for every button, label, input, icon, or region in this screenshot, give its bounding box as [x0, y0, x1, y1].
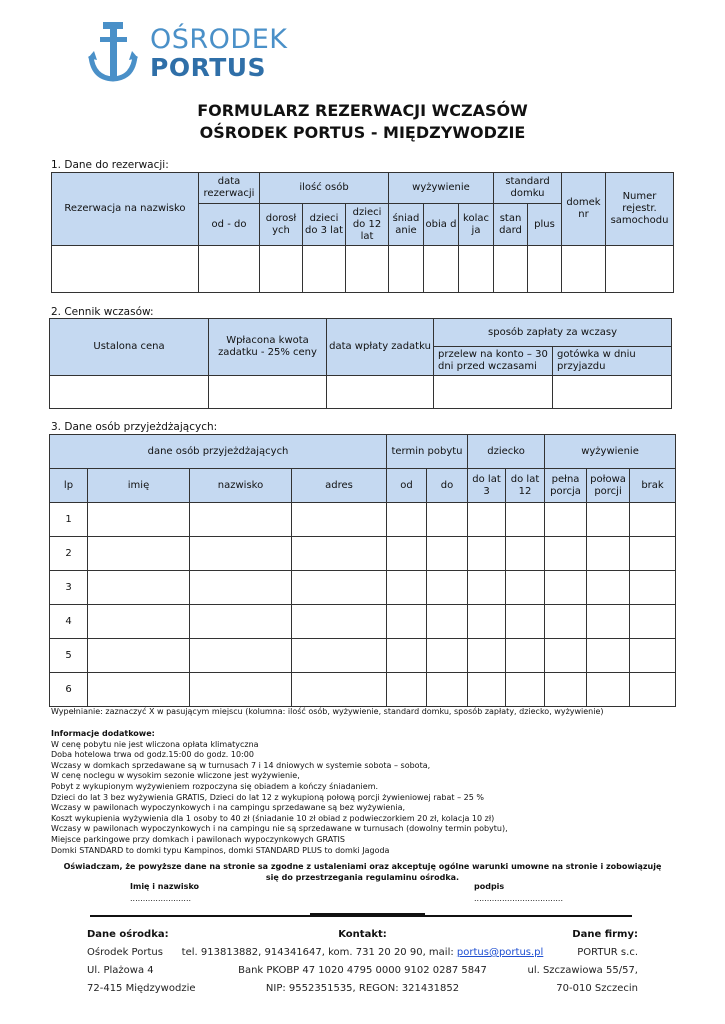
info-line: Wczasy w domkach sprzedawane są w turnusach 7 i 14 dniowych w systemie sobota – sobota, — [51, 760, 431, 770]
input-cell[interactable] — [88, 503, 190, 537]
input-cell[interactable] — [434, 376, 553, 409]
input-cell[interactable] — [327, 376, 434, 409]
header-standard-plus: plus — [528, 204, 562, 246]
header-no-meals: brak — [630, 469, 676, 503]
header-lp: lp — [50, 469, 88, 503]
input-cell[interactable] — [190, 571, 292, 605]
row-number: 3 — [50, 571, 88, 605]
input-cell[interactable] — [190, 503, 292, 537]
table-row — [50, 605, 676, 639]
declaration: Oświadczam, że powyższe dane na stronie sa zgodne z ustaleniami oraz akceptuję ogólne warunki umowne na stronie i zobowiązuję się do przestrzegania regulaminu ośrodka. — [63, 862, 662, 882]
footer-left-line: 72-415 Międzywodzie — [87, 983, 196, 994]
input-cell[interactable] — [50, 376, 209, 409]
header-children12: dzieci do 12 lat — [346, 204, 389, 246]
header-child: dziecko — [468, 435, 545, 469]
input-cell[interactable] — [545, 571, 587, 605]
input-cell[interactable] — [303, 246, 346, 293]
anchor-icon — [88, 22, 138, 84]
input-cell[interactable] — [292, 537, 387, 571]
header-persons: ilość osób — [260, 173, 389, 204]
input-cell[interactable] — [506, 571, 545, 605]
input-cell[interactable] — [387, 537, 427, 571]
reservation-table — [51, 172, 674, 293]
header-payment-method: sposób zapłaty za wczasy — [434, 319, 672, 347]
section1-heading: 1. Dane do rezerwacji: — [51, 159, 169, 171]
input-cell[interactable] — [292, 673, 387, 707]
table-row — [50, 673, 676, 707]
input-cell[interactable] — [424, 246, 459, 293]
signature-label: podpis — [474, 882, 505, 891]
input-cell[interactable] — [292, 639, 387, 673]
row-number: 4 — [50, 605, 88, 639]
input-cell[interactable] — [88, 673, 190, 707]
input-cell[interactable] — [209, 376, 327, 409]
footer-mid-title: Kontakt: — [338, 929, 387, 940]
section2-heading: 2. Cennik wczasów: — [51, 306, 154, 318]
info-line: Koszt wykupienia wyżywienia dla 1 osoby to 40 zł (śniadanie 10 zł obiad z podwieczorkiem 20 zł, kolacja 10 zł) — [51, 813, 495, 823]
header-standard: standard domku — [494, 173, 562, 204]
info-line: Pobyt z wykupionym wyżywieniem rozpoczyna się obiadem a kończy śniadaniem. — [51, 781, 379, 791]
header-from: od — [387, 469, 427, 503]
input-cell[interactable] — [387, 503, 427, 537]
input-cell[interactable] — [562, 246, 606, 293]
footer-right-line: ul. Szczawiowa 55/57, — [527, 965, 638, 976]
input-cell[interactable] — [494, 246, 528, 293]
footer-right-line: 70-010 Szczecin — [556, 983, 638, 994]
header-deposit: Wpłacona kwota zadatku - 25% ceny — [209, 319, 327, 376]
input-cell[interactable] — [427, 639, 468, 673]
header-meals: wyżywienie — [545, 435, 676, 469]
footer-right-line: PORTUR s.c. — [577, 947, 638, 958]
input-cell[interactable] — [468, 571, 506, 605]
header-to: do — [427, 469, 468, 503]
input-cell[interactable] — [427, 605, 468, 639]
input-cell[interactable] — [587, 673, 630, 707]
input-cell[interactable] — [468, 639, 506, 673]
input-cell[interactable] — [459, 246, 494, 293]
input-cell[interactable] — [190, 537, 292, 571]
email-link[interactable]: portus@portus.pl — [456, 947, 544, 958]
row-number: 6 — [50, 673, 88, 707]
input-cell[interactable] — [468, 503, 506, 537]
input-cell[interactable] — [427, 673, 468, 707]
input-cell[interactable] — [545, 639, 587, 673]
input-cell[interactable] — [468, 605, 506, 639]
input-cell[interactable] — [630, 537, 676, 571]
header-last-name: nazwisko — [190, 469, 292, 503]
signature-field[interactable]: ................................... — [474, 894, 564, 903]
input-cell[interactable] — [88, 537, 190, 571]
name-label: Imię i nazwisko — [130, 882, 200, 891]
input-cell[interactable] — [587, 639, 630, 673]
header-address: adres — [292, 469, 387, 503]
header-half-portion: połowa porcji — [587, 469, 630, 503]
table-row — [52, 246, 674, 293]
input-cell[interactable] — [468, 537, 506, 571]
footer-ids: NIP: 9552351535, REGON: 321431852 — [265, 983, 460, 994]
header-breakfast: śniad anie — [389, 204, 424, 246]
logo-text-portus: PORTUS — [150, 53, 267, 82]
row-number: 5 — [50, 639, 88, 673]
header-standard-std: stan dard — [494, 204, 528, 246]
header-reservation-name: Rezerwacja na nazwisko — [52, 173, 199, 246]
input-cell[interactable] — [389, 246, 424, 293]
info-line: Dzieci do lat 3 bez wyżywienia GRATIS, Dzieci do lat 12 z wykupioną połową porcji żywieniowej rabat – 25 % — [51, 792, 484, 802]
guests-table — [49, 434, 676, 707]
header-under12: do lat 12 — [506, 469, 545, 503]
input-cell[interactable] — [587, 571, 630, 605]
header-children3: dzieci do 3 lat — [303, 204, 346, 246]
logo — [88, 22, 288, 84]
input-cell[interactable] — [387, 571, 427, 605]
input-cell[interactable] — [190, 639, 292, 673]
input-cell[interactable] — [545, 673, 587, 707]
header-price: Ustalona cena — [50, 319, 209, 376]
footer-bank: Bank PKOBP 47 1020 4795 0000 9102 0287 5847 — [238, 965, 487, 976]
input-cell[interactable] — [506, 605, 545, 639]
row-number: 2 — [50, 537, 88, 571]
input-cell[interactable] — [506, 673, 545, 707]
header-transfer: przelew na konto – 30 dni przed wczasami — [434, 347, 553, 376]
table-row — [50, 639, 676, 673]
input-cell[interactable] — [506, 537, 545, 571]
info-line: Wczasy w pawilonach wypoczynkowych i na campingu nie są sprzedawane w turnusach (dowolny termin pobytu), — [51, 824, 508, 834]
input-cell[interactable] — [387, 673, 427, 707]
input-cell[interactable] — [587, 537, 630, 571]
input-cell[interactable] — [52, 246, 199, 293]
input-cell[interactable] — [545, 537, 587, 571]
header-persons-data: dane osób przyjeżdżających — [50, 435, 387, 469]
table-row — [50, 376, 672, 409]
header-first-name: imię — [88, 469, 190, 503]
header-under3: do lat 3 — [468, 469, 506, 503]
input-cell[interactable] — [260, 246, 303, 293]
info-line: Domki STANDARD to domki typu Kampinos, domki STANDARD PLUS to domki Jagoda — [51, 845, 390, 855]
input-cell[interactable] — [506, 503, 545, 537]
input-cell[interactable] — [88, 571, 190, 605]
input-cell[interactable] — [190, 673, 292, 707]
input-cell[interactable] — [545, 503, 587, 537]
name-field[interactable]: ........................ — [130, 894, 192, 903]
table-row — [50, 537, 676, 571]
header-dinner: kolac ja — [459, 204, 494, 246]
input-cell[interactable] — [88, 605, 190, 639]
header-car: Numer rejestr. samochodu — [606, 173, 674, 246]
input-cell[interactable] — [387, 605, 427, 639]
input-cell[interactable] — [190, 605, 292, 639]
input-cell[interactable] — [427, 503, 468, 537]
input-cell[interactable] — [630, 673, 676, 707]
input-cell[interactable] — [587, 503, 630, 537]
header-cash: gotówka w dniu przyjazdu — [553, 347, 672, 376]
additional-info — [51, 729, 508, 856]
header-house: domek nr — [562, 173, 606, 246]
table-row — [50, 571, 676, 605]
input-cell[interactable] — [630, 639, 676, 673]
input-cell[interactable] — [292, 571, 387, 605]
price-table — [49, 318, 672, 409]
header-full-portion: pełna porcja — [545, 469, 587, 503]
input-cell[interactable] — [292, 503, 387, 537]
footer-left-line: Ul. Plażowa 4 — [87, 965, 154, 976]
input-cell[interactable] — [630, 605, 676, 639]
info-line: W cenę noclegu w wysokim sezonie wliczone jest wyżywienie, — [51, 771, 300, 781]
input-cell[interactable] — [292, 605, 387, 639]
info-line: Miejsce parkingowe przy domkach i pawilonach wypoczynkowych GRATIS — [51, 834, 345, 844]
footer-left-line: Ośrodek Portus — [87, 947, 163, 958]
footer-right-title: Dane firmy: — [572, 929, 638, 940]
table-row — [50, 503, 676, 537]
info-line: Wczasy w pawilonach wypoczynkowych i na campingu sprzedawane są bez wyżywienia, — [51, 803, 406, 813]
header-reservation-date: data rezerwacji — [199, 173, 260, 204]
input-cell[interactable] — [630, 571, 676, 605]
input-cell[interactable] — [427, 571, 468, 605]
input-cell[interactable] — [387, 639, 427, 673]
info-line: Doba hotelowa trwa od godz.15:00 do godz. 10:00 — [51, 750, 254, 760]
input-cell[interactable] — [606, 246, 674, 293]
footer-divider-accent — [310, 913, 425, 916]
input-cell[interactable] — [528, 246, 562, 293]
header-adults: dorosł ych — [260, 204, 303, 246]
input-cell[interactable] — [630, 503, 676, 537]
info-line: W cenę pobytu nie jest wliczona opłata klimatyczna — [51, 739, 259, 749]
footer-phone: tel. 913813882, 914341647, kom. 731 20 20 90, mail: — [181, 947, 457, 958]
form-subtitle: OŚRODEK PORTUS - MIĘDZYWODZIE — [199, 123, 526, 142]
header-lunch: obia d — [424, 204, 459, 246]
header-date-range: od - do — [199, 204, 260, 246]
section3-heading: 3. Dane osób przyjeżdżających: — [51, 421, 218, 433]
logo-text-osrodek: OŚRODEK — [150, 24, 288, 55]
header-deposit-date: data wpłaty zadatku — [327, 319, 434, 376]
input-cell[interactable] — [199, 246, 260, 293]
row-number: 1 — [50, 503, 88, 537]
form-title: FORMULARZ REZERWACJI WCZASÓW — [197, 101, 528, 120]
input-cell[interactable] — [553, 376, 672, 409]
info-title: Informacje dodatkowe: — [51, 729, 155, 738]
input-cell[interactable] — [427, 537, 468, 571]
input-cell[interactable] — [506, 639, 545, 673]
header-stay: termin pobytu — [387, 435, 468, 469]
footer-left-title: Dane ośrodka: — [87, 929, 169, 940]
input-cell[interactable] — [545, 605, 587, 639]
header-meals: wyżywienie — [389, 173, 494, 204]
input-cell[interactable] — [468, 673, 506, 707]
input-cell[interactable] — [88, 639, 190, 673]
input-cell[interactable] — [587, 605, 630, 639]
fill-instructions: Wypełnianie: zaznaczyć X w pasującym miejscu (kolumna: ilość osób, wyżywienie, standard domku, sposób zapłaty, dziecko, wyżywienie) — [51, 707, 604, 716]
input-cell[interactable] — [346, 246, 389, 293]
